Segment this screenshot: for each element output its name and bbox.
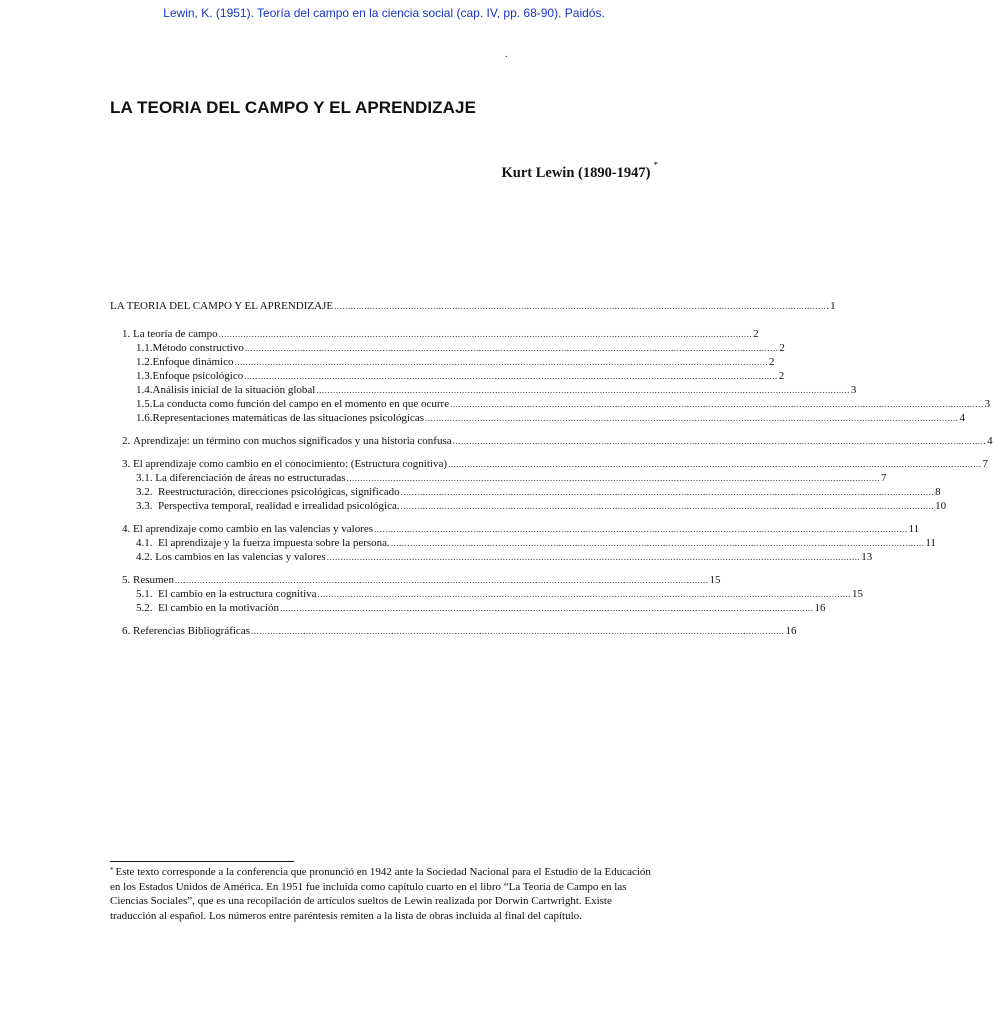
toc-entry-label: Perspectiva temporal, realidad e irrealidad psicológica. — [158, 500, 400, 512]
toc-entry[interactable] — [110, 471, 887, 485]
toc-entry-label: El aprendizaje como cambio en las valencias y valores — [133, 523, 374, 535]
toc-leader: .................................................................................................................................................................................................. — [448, 459, 982, 469]
toc-entry-page: 11 — [908, 523, 920, 535]
toc-entry-label: Método constructivo — [152, 342, 244, 354]
toc-leader: .................................................................................................................................................................................................. — [346, 473, 881, 483]
toc-leader: .................................................................................................................................................................................................. — [279, 603, 814, 613]
toc-entry-label: La conducta como función del campo en el momento en que ocurre — [152, 398, 450, 410]
toc-entry-number: 2. — [122, 435, 131, 447]
toc-entry-page: 2 — [768, 356, 775, 368]
toc-leader: .................................................................................................................................................................................................. — [326, 552, 861, 562]
toc-entry-page: 10 — [935, 500, 947, 512]
toc-entry-number: 1. — [122, 328, 131, 340]
author-line — [501, 160, 658, 182]
footnote-rule — [110, 861, 294, 862]
toc-entry-number: 3.3. — [136, 500, 153, 512]
toc-leader: .................................................................................................................................................................................................. — [174, 575, 709, 585]
toc-entry[interactable] — [110, 397, 991, 411]
toc-entry-page: 16 — [785, 625, 797, 637]
toc-entry-number: 3.1. — [136, 472, 153, 484]
toc-entry[interactable] — [110, 355, 775, 369]
toc-entry[interactable] — [110, 434, 993, 448]
toc-leader: .................................................................................................................................................................................... — [334, 301, 830, 311]
toc-entry-page: 4 — [959, 412, 966, 424]
toc-entry-label: LA TEORIA DEL CAMPO Y EL APRENDIZAJE — [110, 300, 334, 312]
toc-entry-label: Aprendizaje: un término con muchos significados y una historia confusa — [133, 435, 452, 447]
toc-entry-label: Enfoque dinámico — [152, 356, 234, 368]
toc-entry-label: El cambio en la estructura cognitiva — [158, 588, 317, 600]
footnote-text: Este texto corresponde a la conferencia que pronunció en 1942 ante la Sociedad Nacional para el Estudio de la Educación en los Estados Unidos de América. En 1951 fue incluida como capítulo cuarto en el libro “La Teoría de Campo en las Ciencias Sociales”, que es una recopilación de artículos sueltos de Lewin realizada por Dorwin Cartwright. Existe traducción al español. Los números entre paréntesis remiten a la lista de obras incluida al final del capítulo. — [110, 866, 651, 922]
toc-entry-page: 2 — [779, 342, 785, 354]
toc-entry-label: Referencias Bibliográficas — [133, 625, 250, 637]
toc-entry[interactable] — [110, 624, 797, 638]
toc-entry[interactable] — [110, 536, 936, 550]
toc-entry-page: 4 — [987, 435, 993, 447]
toc-entry-number: 1.1. — [136, 342, 153, 354]
toc-entry-label: El cambio en la motivación — [158, 602, 279, 614]
author-name: Kurt Lewin (1890-1947) — [501, 164, 651, 181]
toc-entry-number: 5.1. — [136, 588, 153, 600]
toc-entry[interactable] — [110, 411, 966, 425]
toc-entry-label: Reestructuración, direcciones psicológicas, significado — [158, 486, 400, 498]
toc-entry[interactable] — [110, 485, 941, 499]
toc-entry-label: La diferenciación de áreas no estructuradas — [155, 472, 346, 484]
toc-entry-number: 3. — [122, 458, 131, 470]
toc-leader: .................................................................................................................................................................................................. — [244, 343, 779, 353]
toc-entry-page: 2 — [753, 328, 759, 340]
toc-entry-label: Representaciones matemáticas de las situaciones psicológicas — [152, 412, 425, 424]
toc-leader: .................................................................................................................................................................................................. — [400, 501, 935, 511]
toc-entry-page: 16 — [814, 602, 826, 614]
toc-entry-number: 1.6. — [136, 412, 153, 424]
toc-entry-number: 6. — [122, 625, 131, 637]
table-of-contents — [110, 299, 993, 638]
toc-entry-number: 3.2. — [136, 486, 153, 498]
toc-entry[interactable] — [110, 369, 785, 383]
toc-entry[interactable] — [110, 522, 920, 536]
toc-entry-number: 5.2. — [136, 602, 153, 614]
toc-entry-label: Enfoque psicológico — [152, 370, 244, 382]
author-footnote-marker: * — [653, 160, 658, 170]
toc-entry-page: 1 — [830, 300, 836, 312]
document-title: LA TEORIA DEL CAMPO Y EL APRENDIZAJE — [110, 98, 477, 117]
toc-leader: .................................................................................................................................................................................................. — [390, 538, 925, 548]
toc-entry-number: 4. — [122, 523, 131, 535]
toc-leader: .................................................................................................................................................................................................. — [450, 399, 984, 409]
toc-entry-label: La teoría de campo — [133, 328, 218, 340]
toc-entry-number: 5. — [122, 574, 131, 586]
toc-leader: .................................................................................................................................................................................................. — [400, 487, 935, 497]
toc-entry-number: 1.4. — [136, 384, 153, 396]
toc-leader: .................................................................................................................................................................................................. — [234, 357, 768, 367]
toc-entry-page: 3 — [850, 384, 857, 396]
stray-mark: . — [505, 49, 508, 60]
toc-leader: .................................................................................................................................................................................................. — [425, 413, 959, 423]
toc-entry[interactable] — [110, 601, 826, 615]
toc-leader: .................................................................................................................................................................................................. — [244, 371, 778, 381]
toc-entry[interactable] — [110, 587, 864, 601]
citation-link[interactable]: Lewin, K. (1951). Teoría del campo en la ciencia social (cap. IV, pp. 68-90). Paidós. — [163, 6, 605, 20]
toc-entry-page: 11 — [925, 537, 936, 549]
footnote-marker: * — [110, 866, 114, 874]
toc-entry-label: Análisis inicial de la situación global — [152, 384, 316, 396]
toc-entry-page: 13 — [861, 551, 873, 563]
toc-entry-page: 15 — [852, 588, 864, 600]
toc-leader: .................................................................................................................................................................................................. — [316, 385, 850, 395]
toc-entry[interactable] — [110, 299, 836, 313]
footnote — [110, 865, 658, 923]
toc-entry-label: Los cambios en las valencias y valores — [155, 551, 326, 563]
toc-leader: .................................................................................................................................................................................................. — [317, 589, 852, 599]
toc-leader: .................................................................................................................................................................................................. — [218, 329, 753, 339]
toc-entry-number: 1.3. — [136, 370, 153, 382]
toc-entry[interactable] — [110, 550, 873, 564]
toc-leader: .................................................................................................................................................................................................. — [452, 436, 987, 446]
toc-entry[interactable] — [110, 341, 785, 355]
toc-entry-label: El aprendizaje y la fuerza impuesta sobre la persona. — [158, 537, 390, 549]
toc-entry-page: 7 — [881, 472, 887, 484]
toc-entry-label: Resumen — [133, 574, 174, 586]
toc-entry-number: 4.2. — [136, 551, 153, 563]
toc-entry-page: 3 — [984, 398, 991, 410]
toc-leader: .................................................................................................................................................................................................. — [250, 626, 785, 636]
toc-entry-page: 7 — [982, 458, 988, 470]
toc-entry-page: 8 — [935, 486, 941, 498]
toc-entry-number: 1.5. — [136, 398, 153, 410]
toc-leader: .................................................................................................................................................................................................. — [374, 524, 908, 534]
toc-entry-number: 1.2. — [136, 356, 153, 368]
toc-entry-number: 4.1. — [136, 537, 153, 549]
toc-entry[interactable] — [110, 499, 947, 513]
toc-entry-label: El aprendizaje como cambio en el conocimiento: (Estructura cognitiva) — [133, 458, 447, 470]
toc-entry[interactable] — [110, 457, 988, 471]
toc-entry-page: 2 — [778, 370, 785, 382]
toc-entry[interactable] — [110, 327, 759, 341]
toc-entry[interactable] — [110, 383, 857, 397]
toc-entry-page: 15 — [709, 574, 721, 586]
toc-entry[interactable] — [110, 573, 721, 587]
